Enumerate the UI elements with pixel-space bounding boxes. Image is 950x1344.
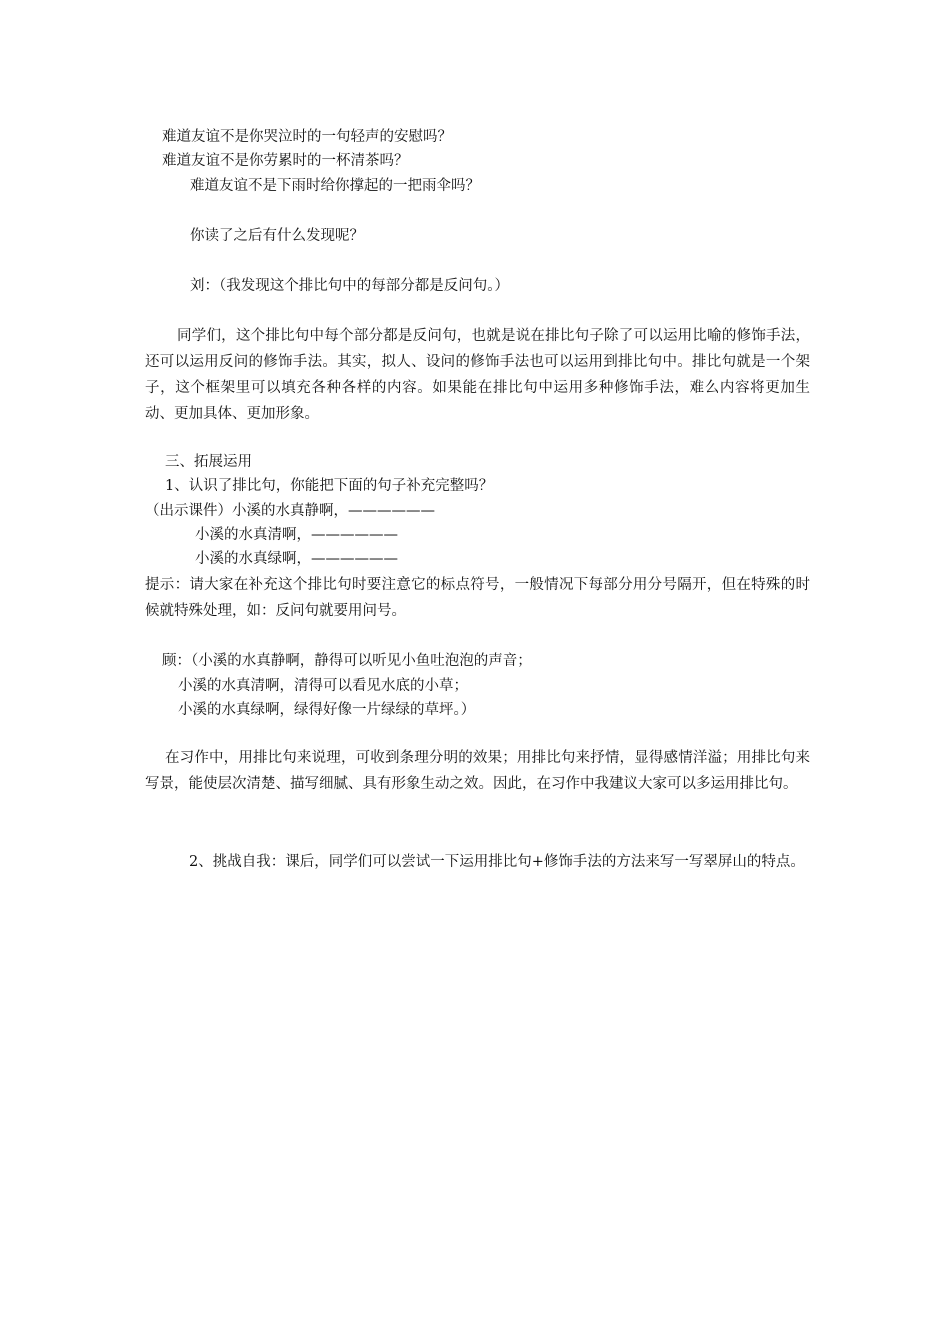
task-heading: 1、认识了排比句，你能把下面的句子补充完整吗？ xyxy=(165,478,494,494)
text-line: 难道友谊不是你劳累时的一杯清茶吗？ xyxy=(162,153,409,169)
text-line: 难道友谊不是你哭泣时的一句轻声的安慰吗？ xyxy=(162,129,452,145)
student-answer-line: 小溪的水真绿啊，绿得好像一片绿绿的草坪。） xyxy=(178,702,476,718)
exercise-line: 小溪的水真绿啊，—————— xyxy=(195,551,398,567)
explanation-paragraph: 同学们，这个排比句中每个部分都是反问句，也就是说在排比句子除了可以运用比喻的修饰手法，还可以运用反问的修饰手法。其实，拟人、设问的修饰手法也可以运用到排比句中。排比句就是一个架子，这个框架里可以填充各种各样的内容。如果能在排比句中运用多种修饰手法，难么内容将更加生动、更加具体、更加形象。 xyxy=(145,328,810,422)
summary-paragraph: 在习作中，用排比句来说理，可收到条理分明的效果；用排比句来抒情，显得感情洋溢；用排比句来写景，能使层次清楚、描写细腻、具有形象生动之效。因此，在习作中我建议大家可以多运用排比句。 xyxy=(145,750,810,792)
exercise-line: 小溪的水真清啊，—————— xyxy=(195,527,398,543)
answer-line: 刘：（我发现这个排比句中的每部分都是反问句。） xyxy=(190,278,509,294)
exercise-line: （出示课件）小溪的水真静啊，—————— xyxy=(145,503,435,519)
student-answer-line: 顾：（小溪的水真静啊，静得可以听见小鱼吐泡泡的声音； xyxy=(162,653,532,669)
challenge-paragraph: 2、挑战自我：课后，同学们可以尝试一下运用排比句+修饰手法的方法来写一写翠屏山的特点。 xyxy=(189,854,805,870)
student-answer-line: 小溪的水真清啊，清得可以看见水底的小草； xyxy=(178,678,468,694)
section-heading: 三、拓展运用 xyxy=(165,454,252,470)
question-line: 你读了之后有什么发现呢？ xyxy=(190,228,364,244)
text-line: 难道友谊不是下雨时给你撑起的一把雨伞吗？ xyxy=(190,178,480,194)
hint-paragraph: 提示：请大家在补充这个排比句时要注意它的标点符号，一般情况下每部分用分号隔开，但在特殊的时候就特殊处理，如：反问句就要用问号。 xyxy=(145,577,810,619)
